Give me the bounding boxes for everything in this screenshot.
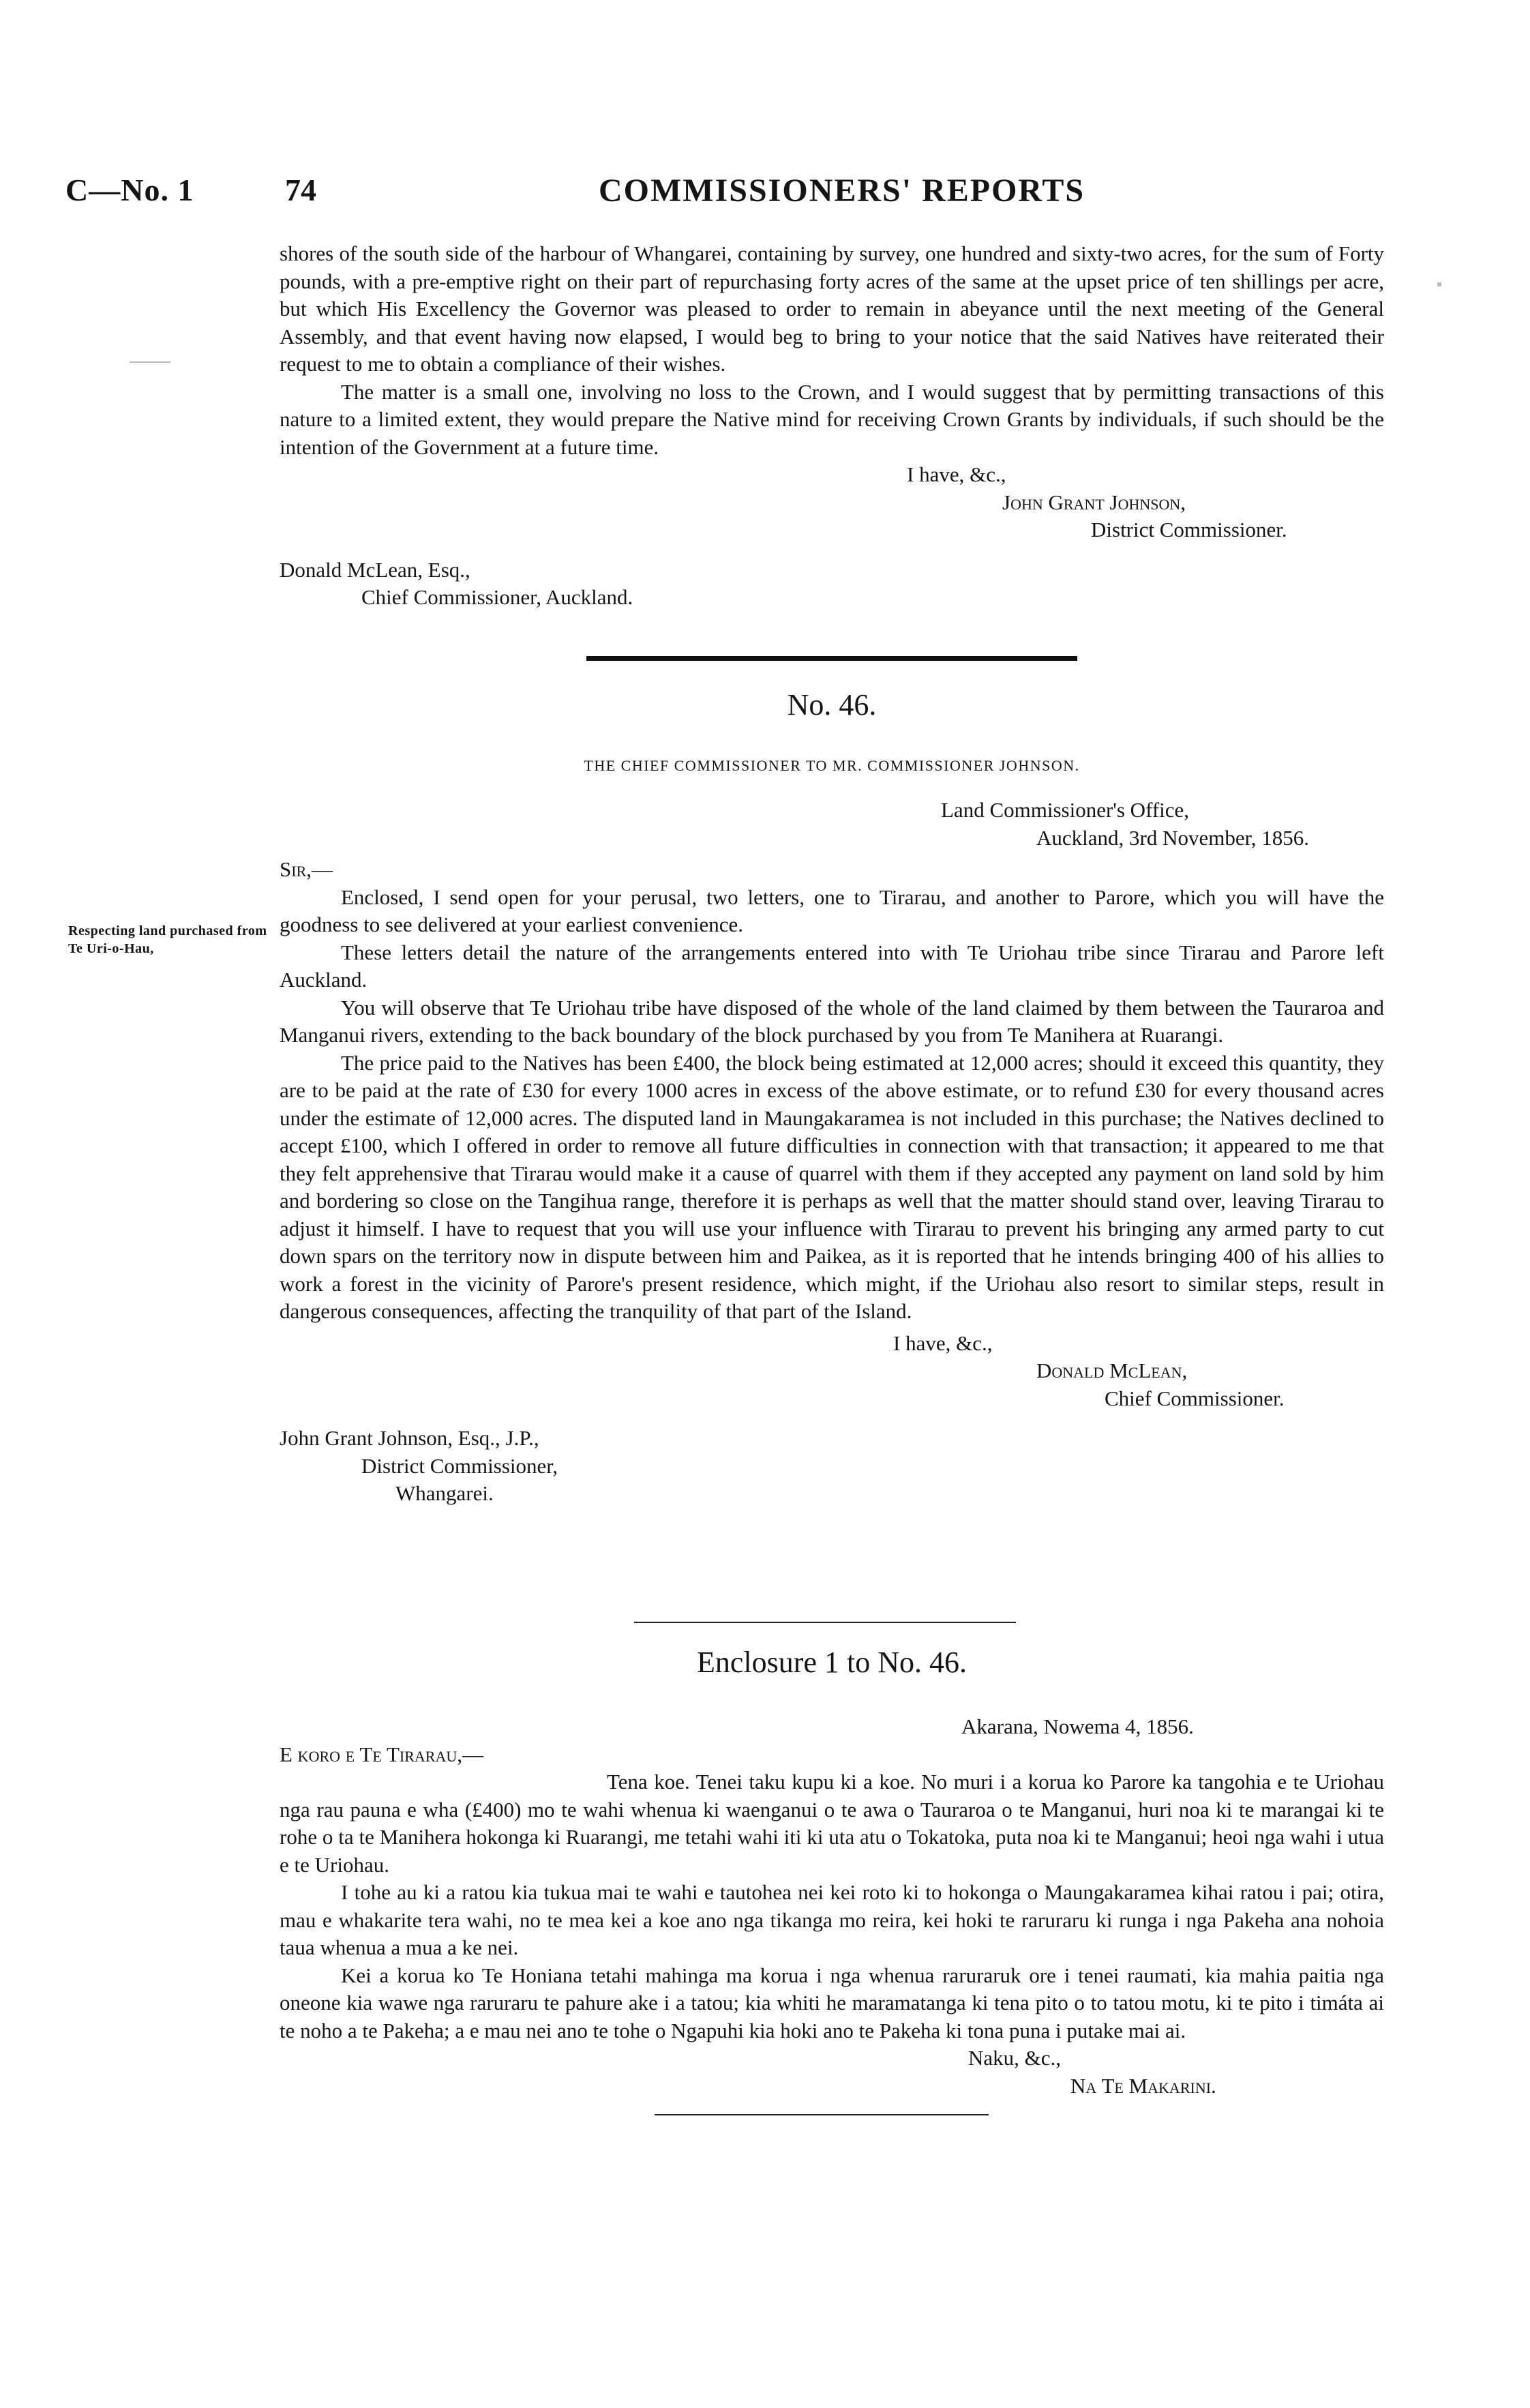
scan-mark: [130, 361, 170, 363]
divider-rule: [655, 2114, 989, 2115]
scan-mark: [1437, 282, 1441, 286]
letter-paragraph: Enclosed, I send open for your perusal, two letters, one to Tirarau, and another to Parore, which you will have the goodness to see delivered at your earliest convenience.: [280, 885, 1384, 936]
page-title: COMMISSIONERS' REPORTS: [599, 173, 1085, 209]
previous-letter: [280, 240, 1384, 612]
letter-no-46: [280, 797, 1384, 1508]
enclosure-paragraph: I tohe au ki a ratou kia tukua mai te wahi e tautohea nei kei roto ki to hokonga o Maungakaramea kihai ratou i pai; otira, mau e whakarite tera wahi, no te mea kei a koe ano nga tikanga mo reira, kei hoki te raruraru ki runga i nga Pakeha ana nohoia taua whenua a mua a ke nei.: [280, 1880, 1384, 1959]
previous-letter-paragraph: The matter is a small one, involving no loss to the Crown, and I would suggest that by permitting transactions of this nature to a limited extent, they would prepare the Native mind for receiving Crown Grants by individuals, if such should be the intention of the Government at a future time.: [280, 379, 1384, 459]
signer-title: Chief Commissioner.: [1105, 1386, 1285, 1410]
addressee-title: Chief Commissioner, Auckland.: [361, 585, 633, 609]
previous-letter-paragraph: shores of the south side of the harbour of Whangarei, containing by survey, one hundred and sixty-two acres, for the sum of Forty pounds, with a pre-emptive right on their part of repurchasing forty acres of the same at the upset price of ten shillings per acre, but which His Excellency the Governor was pleased to order to remain in abeyance until the next meeting of the General Assembly, and that event having now elapsed, I would beg to bring to your notice that the said Natives have reiterated their request to me to obtain a compliance of their wishes.: [280, 241, 1384, 376]
addressee-title: District Commissioner,: [361, 1453, 558, 1478]
signer-title: District Commissioner.: [1091, 518, 1287, 541]
page-number: 74: [285, 173, 316, 207]
signature: John Grant Johnson,: [1002, 490, 1186, 514]
series-number: C—No. 1: [65, 173, 194, 207]
enclosure-heading: Enclosure 1 to No. 46.: [697, 1646, 967, 1679]
closing: Naku, &c.,: [968, 2046, 1062, 2070]
letter-paragraph: You will observe that Te Uriohau tribe have disposed of the whole of the land claimed by them between the Tauraroa and Manganui rivers, extending to the back boundary of the block purchased by you from Te Manihera at Ruarangi.: [280, 995, 1384, 1047]
marginal-note: Respecting land purchased from Te Uri-o-Hau,: [68, 923, 267, 956]
office: Land Commissioner's Office,: [941, 798, 1190, 822]
enclosure-letter: [280, 1713, 1384, 2100]
place-date: Akarana, Nowema 4, 1856.: [961, 1714, 1194, 1738]
divider-rule: [586, 656, 1077, 661]
closing: I have, &c.,: [893, 1331, 993, 1355]
addressee: John Grant Johnson, Esq., J.P.,: [280, 1426, 539, 1450]
signature: Donald McLean,: [1036, 1358, 1188, 1382]
document-number: No. 46.: [787, 688, 877, 722]
salutation: Sir,—: [280, 857, 333, 881]
document-subtitle: THE CHIEF COMMISSIONER TO MR. COMMISSIONER JOHNSON.: [584, 757, 1080, 774]
addressee-place: Whangarei.: [395, 1481, 494, 1505]
closing: I have, &c.,: [907, 462, 1006, 486]
enclosure-paragraph: Tena koe. Tenei taku kupu ki a koe. No muri i a korua ko Parore ka tangohia e te Uriohau nga rau pauna e wha (£400) mo te wahi whenua ki waenganui o te awa o Tauraroa o te Manganui, huri noa ki te marangai ki te rohe o ta te Manihera hokonga ki Ruarangi, me tetahi wahi iti ki uta atu o Tokatoka, puta noa ki te Manganui; heoi nga wahi i utua e te Uriohau.: [280, 1770, 1384, 1877]
enclosure-paragraph: Kei a korua ko Te Honiana tetahi mahinga ma korua i nga whenua raruraruk ore i tenei raumati, kia mahia paitia nga oneone kia wawe nga raruraru te pahure ake i a tatou; kia whiti he maramatanga ki tena pito o to tatou motu, ki te pito i timáta ai te noho a te Pakeha; a e mau nei ano te tohe o Ngapuhi kia hoki ano te Pakeha ki tona puna i putake mai ai.: [280, 1963, 1384, 2042]
letter-paragraph: These letters detail the nature of the arrangements entered into with Te Uriohau tribe since Tirarau and Parore left Auckland.: [280, 940, 1384, 992]
divider-rule: [634, 1622, 1016, 1623]
place-date: Auckland, 3rd November, 1856.: [1036, 825, 1309, 850]
letter-paragraph: The price paid to the Natives has been £400, the block being estimated at 12,000 acres; should it exceed this quantity, they are to be paid at the rate of £30 for every 1000 acres in excess of the above estimate, or to refund £30 for every thousand acres under the estimate of 12,000 acres. The disputed land in Maungakaramea is not included in this purchase; the Natives declined to accept £100, which I offered in order to remove all future difficulties in connection with that transaction; it appeared to me that they felt apprehensive that Tirarau would make it a cause of quarrel with them if they accepted any payment on land sold by him and bordering so close on the Tangihua range, therefore it is perhaps as well that the matter should stand over, leaving Tirarau to adjust it himself. I have to request that you will use your influence with Tirarau to prevent his bringing any armed party to cut down spars on the territory now in dispute between him and Paikea, as it is reported that he intends bringing 400 of his allies to work a forest in the vicinity of Parore's present residence, which might, if the Uriohau also resort to similar steps, result in dangerous consequences, affecting the tranquility of that part of the Island.: [280, 1050, 1384, 1323]
addressee: Donald McLean, Esq.,: [280, 557, 470, 582]
salutation: E koro e Te Tirarau,—: [280, 1742, 483, 1766]
signature: Na Te Makarini.: [1070, 2073, 1216, 2098]
